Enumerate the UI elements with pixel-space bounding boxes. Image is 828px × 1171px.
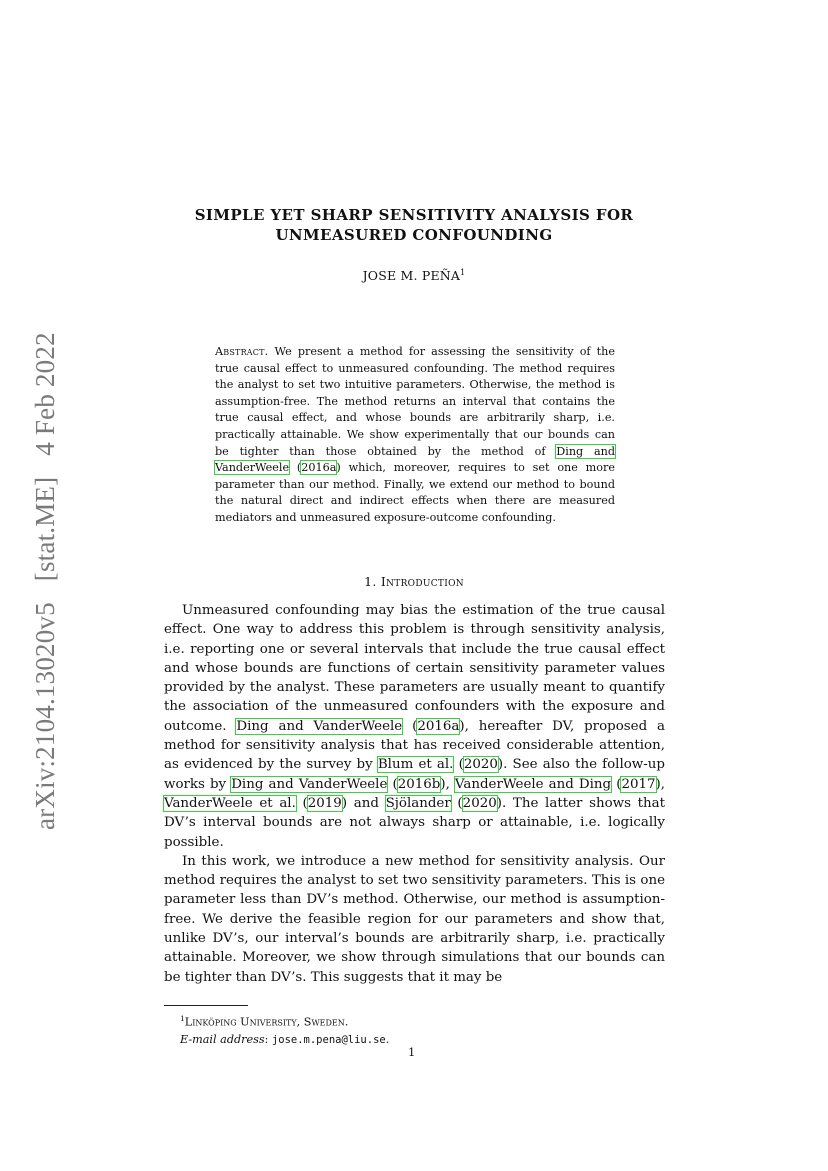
intro-text: ( bbox=[402, 718, 418, 734]
affiliation-footnote bbox=[180, 1010, 389, 1031]
citation-link-vanderweele-et-al[interactable]: VanderWeele et al. bbox=[164, 795, 296, 811]
citation-year-link[interactable]: 2016b bbox=[397, 776, 441, 792]
title-line-2: UNMEASURED CONFOUNDING bbox=[275, 226, 553, 244]
title-line-1: SIMPLE YET SHARP SENSITIVITY ANALYSIS FOR bbox=[194, 206, 634, 224]
citation-link-ding-vanderweele[interactable]: Ding and VanderWeele bbox=[236, 718, 403, 734]
abstract-text-3: ) which, moreover, requires to set one more parameter than our method. Finally, we extend our method to bound the natural direct and indirect effects when there are measured mediators and unmeasured exposure-outcome confounding. bbox=[215, 461, 615, 524]
intro-text: ( bbox=[450, 795, 463, 811]
email-end: . bbox=[385, 1032, 390, 1046]
citation-year-link[interactable]: 2020 bbox=[463, 757, 498, 773]
author-footnote-mark: 1 bbox=[460, 268, 466, 277]
abstract bbox=[215, 344, 615, 527]
email-label: E-mail address bbox=[180, 1032, 265, 1046]
intro-text: ). See also the follow-up works by bbox=[164, 757, 665, 792]
paper-title bbox=[140, 205, 688, 245]
arxiv-category: [stat.ME] bbox=[30, 476, 60, 582]
footnote-rule bbox=[164, 1005, 248, 1006]
introduction-body bbox=[164, 601, 665, 987]
intro-paragraph-1 bbox=[164, 601, 665, 852]
intro-text: ), bbox=[440, 776, 455, 792]
citation-year-link[interactable]: 2017 bbox=[621, 776, 656, 792]
arxiv-date: 4 Feb 2022 bbox=[30, 332, 60, 456]
intro-paragraph-2: In this work, we introduce a new method for sensitivity analysis. Our method requires the analyst to set two sensitivity parameters. This is one parameter less than DV’s method. Otherwise, our method is assumption-free. We derive the feasible region for our parameters and show that, unlike DV’s, our interval’s bounds are arbitrarily sharp, i.e. practically attainable. Moreover, we show through simulations that our bounds can be tighter than DV’s. This suggests that it may be bbox=[164, 853, 665, 985]
citation-year-link[interactable]: 2019 bbox=[307, 795, 342, 811]
page-number: 1 bbox=[408, 1045, 416, 1059]
email-address[interactable]: jose.m.pena@liu.se bbox=[271, 1033, 386, 1046]
intro-text: ) and bbox=[341, 795, 386, 811]
arxiv-id: arXiv:2104.13020v5 bbox=[30, 602, 60, 830]
citation-year-link[interactable]: 2020 bbox=[462, 795, 497, 811]
intro-text: ( bbox=[453, 757, 464, 773]
intro-text: ( bbox=[611, 776, 622, 792]
affiliation-text: Linköping University, Sweden. bbox=[184, 1015, 349, 1029]
citation-link-vanderweele-ding[interactable]: VanderWeele and Ding bbox=[454, 776, 612, 792]
intro-text: Unmeasured confounding may bias the estimation of the true causal effect. One way to address this problem is through sensitivity analysis, i.e. reporting one or several intervals that include the true causal effect and whose bounds are functions of certain sensitivity parameter values provided by the analyst. These parameters are usually meant to quantify the association of the unmeasured confounders with the exposure and outcome. bbox=[164, 603, 665, 734]
email-footnote bbox=[180, 1031, 389, 1049]
email-separator: : bbox=[264, 1032, 272, 1046]
abstract-label: Abstract. bbox=[215, 345, 269, 358]
intro-text: ). The latter shows that DV’s interval bounds are not always sharp or attainable, i.e. logically possible. bbox=[164, 795, 666, 850]
footnotes bbox=[180, 1010, 389, 1049]
arxiv-sidebar-stamp bbox=[30, 318, 61, 830]
intro-text: ), hereafter DV, proposed a method for sensitivity analysis that has received considerable attention, as evidenced by the survey by bbox=[164, 718, 665, 773]
intro-text: ), bbox=[655, 776, 665, 792]
intro-text: ( bbox=[387, 776, 398, 792]
footnote-mark: 1 bbox=[180, 1014, 185, 1023]
abstract-text-2: ( bbox=[289, 461, 302, 475]
citation-year-link[interactable]: 2016a bbox=[417, 718, 460, 734]
author-name: JOSE M. PEÑA bbox=[362, 268, 461, 284]
abstract-text-1: We present a method for assessing the sensitivity of the true causal effect to unmeasured confounding. The method requires the analyst to set two intuitive parameters. Otherwise, the method is assumption-free. The method returns an interval that contains the true causal effect, and whose bounds are arbitrarily sharp, i.e. practically attainable. We show experimentally that our bounds can be tighter than those obtained by the method of bbox=[215, 345, 615, 458]
section-heading: 1. Introduction bbox=[364, 574, 464, 589]
citation-year-link[interactable]: 2016a bbox=[301, 461, 337, 475]
author-line bbox=[140, 268, 688, 283]
citation-link-sjolander[interactable]: Sjölander bbox=[385, 795, 451, 811]
citation-link-ding-vanderweele[interactable]: Ding and VanderWeele bbox=[231, 776, 388, 792]
citation-link-ding-vanderweele[interactable]: Ding and VanderWeele bbox=[215, 444, 616, 475]
citation-link-blum[interactable]: Blum et al. bbox=[377, 757, 454, 773]
intro-text: ( bbox=[295, 795, 308, 811]
